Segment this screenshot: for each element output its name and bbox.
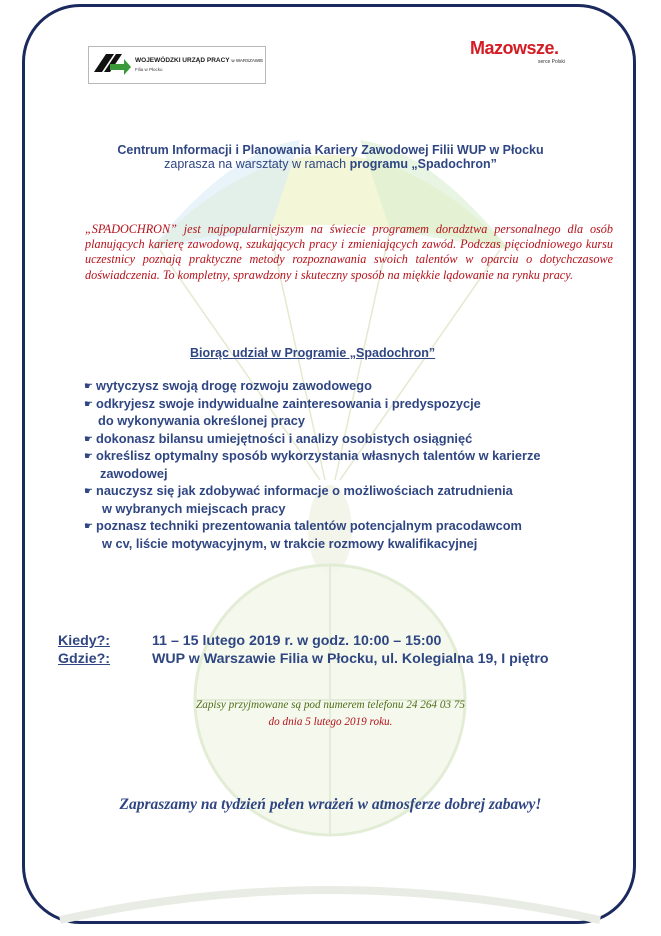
pointing-hand-icon: ☛ bbox=[84, 433, 93, 445]
where-value: WUP w Warszawie Filia w Płocku, ul. Kolegialna 19, I piętro bbox=[152, 651, 549, 667]
registration-deadline: do dnia 5 lutego 2019 roku. bbox=[268, 716, 393, 728]
when-label: Kiedy?: bbox=[58, 633, 111, 649]
wup-name: WOJEWÓDZKI URZĄD PRACY w WARSZAWIE bbox=[135, 57, 264, 64]
wup-branch: Filia w Płocku bbox=[135, 67, 163, 72]
pointing-hand-icon: ☛ bbox=[84, 451, 93, 462]
list-item: ☛ wytyczysz swoją drogę rozwoju zawodowego bbox=[84, 377, 604, 395]
header-title: Centrum Informacji i Planowania Kariery Zawodowej Filii WUP w Płocku bbox=[117, 143, 544, 157]
list-item: ☛ poznasz techniki prezentowania talentów potencjalnym pracodawcom w cv, liście motywacyjnym, w trakcie rozmowy kwalifikacyjnej bbox=[84, 518, 522, 551]
where-label: Gdzie?: bbox=[58, 651, 111, 667]
pointing-hand-icon: ☛ bbox=[84, 486, 93, 497]
wup-logo bbox=[88, 46, 266, 84]
when-value: 11 – 15 lutego 2019 r. w godz. 10:00 – 15:00 bbox=[152, 633, 442, 649]
closing-invitation: Zapraszamy na tydzień pełen wrażeń w atmosferze dobrej zabawy! bbox=[119, 796, 542, 813]
pointing-hand-icon: ☛ bbox=[84, 398, 93, 410]
benefits-list bbox=[84, 377, 604, 552]
bottom-wave bbox=[60, 890, 600, 920]
header-subtitle: zaprasza na warsztaty w ramach programu „Spadochron” bbox=[164, 157, 497, 171]
list-item: ☛ odkryjesz swoje indywidualne zainteresowania i predyspozycje do wykonywania określonej pracy bbox=[84, 395, 481, 428]
mazowsze-tagline: serce Polski bbox=[538, 59, 565, 65]
mazowsze-logo: Mazowsze. bbox=[470, 38, 559, 58]
pointing-hand-icon: ☛ bbox=[84, 521, 93, 532]
list-item: ☛ nauczysz się jak zdobywać informacje o możliwościach zatrudnienia w wybranych miejscach pracy bbox=[84, 483, 513, 516]
list-item: ☛ określisz optymalny sposób wykorzystania własnych talentów w karierze zawodowej bbox=[84, 448, 541, 481]
wup-arrow-icon bbox=[92, 50, 132, 80]
list-item: ☛ dokonasz bilansu umiejętności i analizy osobistych osiągnięć bbox=[84, 430, 604, 448]
intro-paragraph: „SPADOCHRON” jest najpopularniejszym na świecie programem doradztwa personalnego dla osób planujących karierę zawodową, szukających pracy i zmieniających zawód. Podczas pięciodniowego kursu uczestnicy poznają praktyczne metody rozpoznawania swoich talentów w oparciu o dotychczasowe doświadczenia. To kompletny, sprawdzony i skuteczny sposób na miękkie lądowanie na rynku pracy. bbox=[85, 222, 613, 282]
benefits-title: Biorąc udział w Programie „Spadochron” bbox=[190, 346, 436, 360]
registration-phone: Zapisy przyjmowane są pod numerem telefonu 24 264 03 75 bbox=[196, 699, 465, 711]
pointing-hand-icon: ☛ bbox=[84, 381, 93, 392]
